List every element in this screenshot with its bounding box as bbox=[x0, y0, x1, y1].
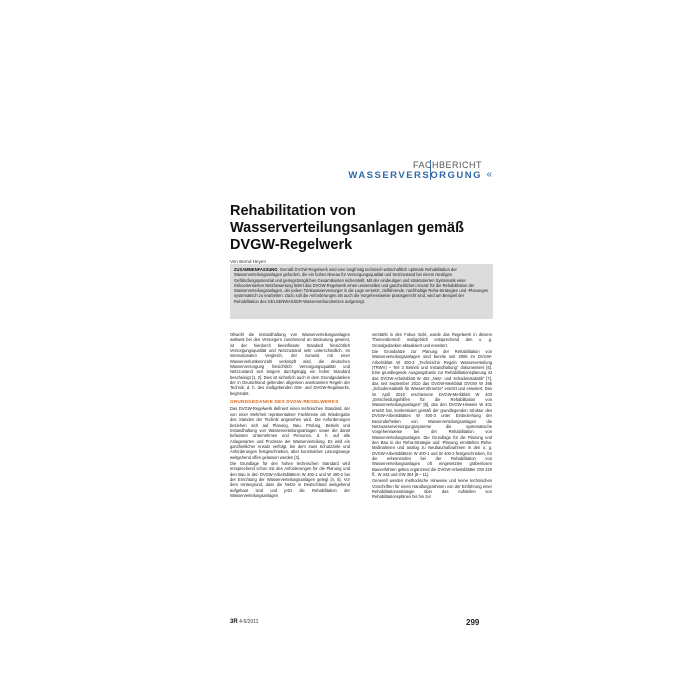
kicker-label: FACHBERICHT bbox=[412, 160, 482, 170]
paragraph: Das DVGW-Regelwerk definiert einen technischen Standard, der von einer Mehrheit repräsentativer Fachkreise als Wiedergabe des Standes der Technik angesehen wird. Die Anforderungen beziehen sich auf Planung, Bau, Prüfung, Betrieb und Instandhaltung von Wasserverteilungsanlagen sowie die damit befassten Unternehmen und Personen, d. h. auf alle Anlagenarten und Prozesse der Wasserverteilung. Es wird ein ganzheitlicher Ansatz verfolgt, bei dem zwar Schutzziele und Anforderungen festgeschrieben, aber konstruktive Lösungswege weitgehend offen gelassen werden [3]. bbox=[230, 406, 350, 460]
page-number: 299 bbox=[466, 618, 480, 627]
issue-label: 4-5/2011 bbox=[239, 619, 259, 625]
section-tag bbox=[348, 160, 492, 181]
body-column-left bbox=[230, 332, 350, 554]
article-title: Rehabilitation von Wasserverteilungsanlagen gemäß DVGW-Regelwerk bbox=[230, 203, 464, 253]
section-label: WASSERVERSORGUNG bbox=[348, 170, 482, 181]
author-line: Von Bernd Heyen bbox=[230, 259, 267, 264]
journal-name: 3R bbox=[230, 619, 238, 625]
abstract-label: ZUSAMMENFASSUNG bbox=[234, 267, 278, 272]
paragraph: Generell werden methodische Hinweise und keine technischen Vorschriften für einen Handlungsrahmen von der Einführung einer Rehabilitationsstrategie über das Aufstellen von Rehabilitationsplänen bis hin zur bbox=[372, 478, 492, 500]
abstract-text: Gemäß DVGW-Regelwerk wird eine langfristig technisch-wirtschaftlich optimale Rehabilitation der Wasserverteilungsanlagen gefordert, die ein hohes Niveau für Versorgungsqualität und Netzzustand bei einem niedrigen Gefährdungspotenzial und geringstmöglichen Gesamtkosten sicherstellt. Mit der eindeutigen und strukturierten Systematik einer risikoorientierten Netzbewertung liefert das DVGW-Regelwerk einen universellen und ganzheitlichen Ansatz für die Rehabilitation der Wasserverteilungsanlagen, der jedem Trinkwasserversorger in die Lage versetzt, zielführende, nachhaltige Reha-Strategien und -Planungen systematisch zu erarbeiten. Dazu soll die Anforderungen als auch die Vorgehensweise praxisgerecht sind, wird am Beispiel der Rehabilitation des GELSENWASSER-Wasserverbundnetzes aufgezeigt. bbox=[234, 267, 489, 304]
journal-footer bbox=[230, 619, 258, 625]
intro-paragraph: Obwohl die Instandhaltung von Wasserverteilungsanlagen weltweit bei den Versorgern zunehmend an Bedeutung gewinnt, ist der hierdurch beeinflusste Standard hinsichtlich Versorgungsqualität und Netzzustand sehr unterschiedlich. Im internationalen Vergleich, der zumeist mit einer Wasserverlustkennzahl verknüpft wird, die deutschen Wasserversorgung hinsichtlich Versorgungsqualität und Netzzustand seit langem durchgängig ein hoher Standard bescheinigt [1, 2]. Dies ist sicherlich auch in dem Grundgedanken der in Deutschland geltenden allgemein anerkannten Regeln der Technik, d. h. des maßgebenden DIN- und DVGW-Regelwerks, begründet. bbox=[230, 332, 350, 396]
paragraph: Die Grundlage für den hohen technischen Standard wird entsprechend schon mit den Anforderungen für die Planung und den Bau in den DVGW-Arbeitsblättern W 400-1 und W 400-2 bei der Errichtung der Wasserverteilungsanlagen gelegt [4, 5]. Vor dem Hintergrund, dass die Netze in Deutschland weitgehend aufgebaut sind und jetzt die Rehabilitation der Wasserverteilungsanlagen bbox=[230, 460, 350, 498]
body-column-right bbox=[372, 332, 492, 622]
section-subheading: GRUNDGEDANKE DES DVGW-REGELWERKS bbox=[230, 399, 339, 405]
chevron-icon: « bbox=[486, 169, 492, 180]
paragraph: verstärkt in den Fokus rückt, wurde das Regelwerk in diesem Themenbereich maßgeblich entsprechend den o. g. Grundgedanken aktualisiert und erweitert. bbox=[372, 332, 492, 348]
paragraph: Die Grundsätze zur Planung der Rehabilitation von Wasserverteilungsanlagen sind bereits seit 2006 im DVGW-Arbeitsblatt W 400-3 „Technische Regeln Wasserverteilung (TRWV) – Teil 3 Betrieb und Instandhaltung“ dokumentiert [6]. Eine grundlegende Ausgangsbasis zur Rehabilitationsplanung ist das DVGW-Arbeitsblatt W 402 „Netz- und Schadenstatistik“ [7], das seit September 2010 das DVGW-Merkblatt DVGW W 395 „Schadenstatistik für Wasserrohrnetze“ ersetzt und erweitert. Das im April 2010 erschienene DVGW-Merkblatt W 403 „Entscheidungshilfen für die Rehabilitation von Wasserverteilungsanlagen“ [8], das den DVGW-Hinweis W 401 ersetzt hat, konkretisiert gemäß der grundlegenden Struktur des DVGW-Arbeitsblattes W 400-3 unter Einbeziehung der Besonderheiten von Wasserverteilungsanlagen die Netzwasserversorgungssysteme die systematische Vorgehensweise bei der Rehabilitation von Wasserverteilungsanlagen. Die Grundlage für die Planung und den Bau in der Reha-Strategie und -Planung ermittelten Reha-Maßnahmen und analog zu Neubaumaßnahmen in den o. g. DVGW-Arbeitsblättern W 400-1 und W 400-2 festgeschrieben, für die erkennenden bei der Rehabilitation von Wasserverteilungsanlagen oft eingesetzten grabenlosen Bauverfahren gelten ergänzend die DVGW-Arbeitsblätter GW 320 ff., W 343 und GW 304 [9 – 11]. bbox=[372, 349, 492, 477]
abstract-box: ZUSAMMENFASSUNG: Gemäß DVGW-Regelwerk wird eine langfristig technisch-wirtschaftlich optimale Rehabilitation der Wasserverteilungsanlagen gefordert, die ein hohes Niveau für Versorgungsqualität und Netzzustand bei einem niedrigen Gefährdungspotenzial und geringstmöglichen Gesamtkosten sicherstellt. Mit der eindeutigen und strukturierten Systematik einer risikoorientierten Netzbewertung liefert das DVGW-Regelwerk einen universellen und ganzheitlichen Ansatz für die Rehabilitation der Wasserverteilungsanlagen, der jedem Trinkwasserversorger in die Lage versetzt, zielführende, nachhaltige Reha-Strategien und -Planungen systematisch zu erarbeiten. Dazu soll die Anforderungen als auch die Vorgehensweise praxisgerecht sind, wird am Beispiel der Rehabilitation des GELSENWASSER-Wasserverbundnetzes aufgezeigt. bbox=[230, 264, 493, 319]
